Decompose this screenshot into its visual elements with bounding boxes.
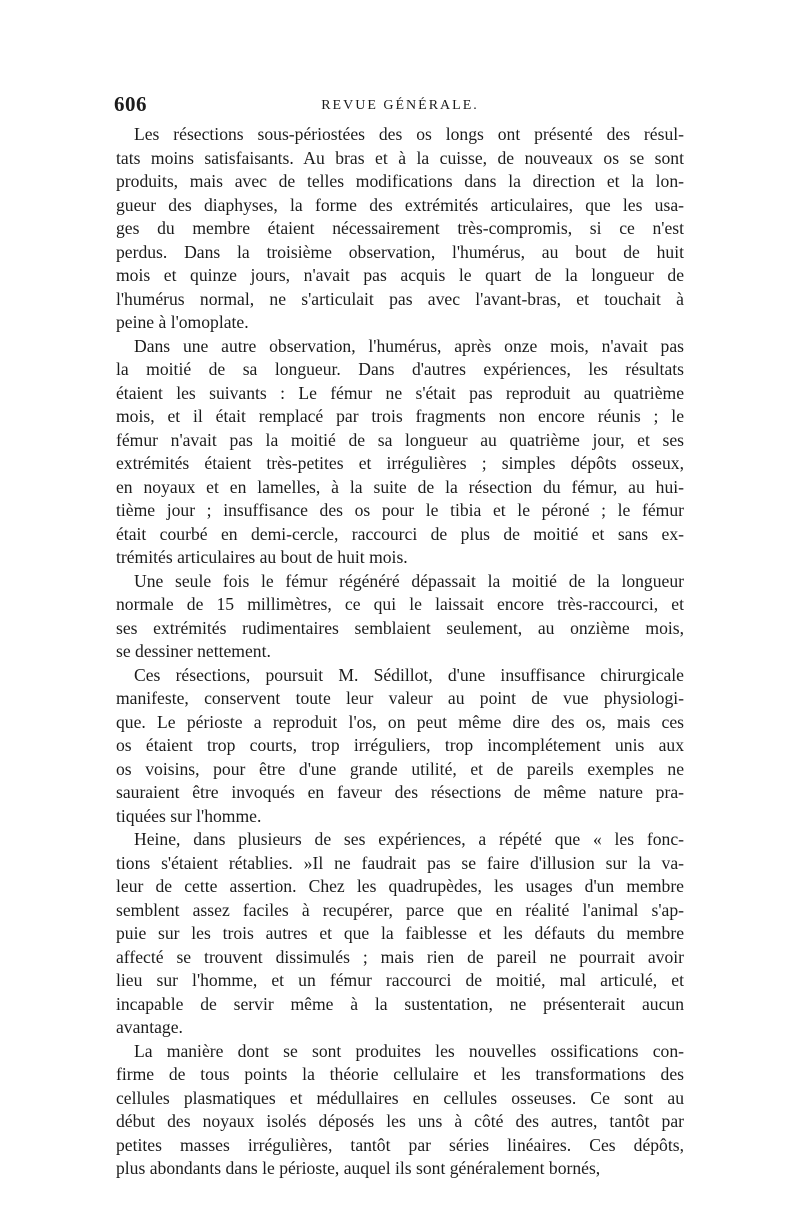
text-line: Les résections sous-périostées des os longs ont présenté des résul-: [134, 124, 684, 144]
text-line: se dessiner nettement.: [116, 641, 271, 661]
text-line: en noyaux et en lamelles, à la suite de la résection du fémur, au hui-: [116, 476, 684, 497]
text-line: os étaient trop courts, trop irréguliers, trop incomplétement unis aux: [116, 735, 684, 755]
text-line: que. Le périoste a reproduit l'os, on peut même dire des os, mais ces: [116, 711, 684, 732]
text-line: extrémités étaient très-petites et irrégulières ; simples dépôts osseux,: [116, 453, 684, 473]
text-line: incapable de servir même à la sustentation, ne présenterait aucun: [116, 993, 684, 1014]
paragraph: [116, 828, 684, 1040]
text-line: leur de cette assertion. Chez les quadrupèdes, les usages d'un membre: [116, 876, 684, 896]
text-line: début des noyaux isolés déposés les uns à côté des autres, tantôt par: [116, 1111, 684, 1131]
text-line: mois, et il était remplacé par trois fragments non encore réunis ; le: [116, 406, 684, 426]
text-line: tiquées sur l'homme.: [116, 805, 262, 826]
text-line: cellules plasmatiques et médullaires en cellules osseuses. Ce sont au: [116, 1087, 684, 1108]
text-line: avantage.: [116, 1017, 183, 1037]
text-line: firme de tous points la théorie cellulaire et les transformations des: [116, 1064, 684, 1084]
paragraph: [116, 570, 684, 664]
text-line: sauraient être invoqués en faveur des résections de même nature pra-: [116, 782, 684, 802]
running-head: REVUE GÉNÉRALE.: [321, 98, 479, 113]
text-line: lieu sur l'homme, et un fémur raccourci de moitié, mal articulé, et: [116, 970, 684, 990]
text-line: semblent assez faciles à recupérer, parce que en réalité l'animal s'ap-: [116, 899, 684, 920]
text-line: Dans une autre observation, l'humérus, après onze mois, n'avait pas: [134, 335, 684, 356]
text-line: était courbé en demi-cercle, raccourci de plus de moitié et sans ex-: [116, 523, 684, 544]
text-line: peine à l'omoplate.: [116, 312, 249, 332]
paragraph: [116, 335, 684, 570]
text-line: trémités articulaires au bout de huit mois.: [116, 547, 408, 567]
text-line: os voisins, pour être d'une grande utilité, et de pareils exemples ne: [116, 758, 684, 779]
text-line: fémur n'avait pas la moitié de sa longueur au quatrième jour, et ses: [116, 429, 684, 450]
paragraph: [116, 123, 684, 335]
text-line: affecté se trouvent dissimulés ; mais rien de pareil ne pourrait avoir: [116, 946, 684, 967]
text-line: tats moins satisfaisants. Au bras et à la cuisse, de nouveaux os se sont: [116, 147, 684, 168]
page-number: 606: [114, 92, 147, 116]
text-line: Heine, dans plusieurs de ses expériences, a répété que « les fonc-: [134, 829, 684, 849]
text-line: gueur des diaphyses, la forme des extrémités articulaires, que les usa-: [116, 194, 684, 215]
text-line: étaient les suivants : Le fémur ne s'était pas reproduit au quatrième: [116, 382, 684, 403]
text-line: produits, mais avec de telles modifications dans la direction et la lon-: [116, 171, 684, 191]
text-line: normale de 15 millimètres, ce qui le laissait encore très-raccourci, et: [116, 594, 684, 614]
text-line: tième jour ; insuffisance des os pour le tibia et le péroné ; le fémur: [116, 500, 684, 520]
text-line: perdus. Dans la troisième observation, l'humérus, au bout de huit: [116, 241, 684, 262]
text-line: plus abondants dans le périoste, auquel ils sont généralement bornés,: [116, 1158, 601, 1178]
text-line: manifeste, conservent toute leur valeur au point de vue physiologi-: [116, 688, 684, 708]
text-line: tions s'étaient rétablies. »Il ne faudrait pas se faire d'illusion sur la va-: [116, 852, 684, 873]
text-line: ses extrémités rudimentaires semblaient seulement, au onzième mois,: [116, 617, 684, 638]
paragraph: [116, 1040, 684, 1181]
text-line: puie sur les trois autres et que la faiblesse et les défauts du membre: [116, 923, 684, 943]
text-line: La manière dont se sont produites les nouvelles ossifications con-: [134, 1040, 684, 1061]
text-line: ges du membre étaient nécessairement très-compromis, si ce n'est: [116, 218, 684, 238]
paragraph: [116, 664, 684, 829]
text-line: petites masses irrégulières, tantôt par séries linéaires. Ces dépôts,: [116, 1134, 684, 1155]
text-line: Une seule fois le fémur régénéré dépassait la moitié de la longueur: [134, 570, 684, 591]
text-line: la moitié de sa longueur. Dans d'autres expériences, les résultats: [116, 359, 684, 379]
body-text: [116, 123, 684, 1181]
text-line: Ces résections, poursuit M. Sédillot, d'une insuffisance chirurgicale: [134, 664, 684, 685]
text-line: l'humérus normal, ne s'articulait pas avec l'avant-bras, et touchait à: [116, 288, 684, 309]
text-line: mois et quinze jours, n'avait pas acquis le quart de la longueur de: [116, 265, 684, 285]
